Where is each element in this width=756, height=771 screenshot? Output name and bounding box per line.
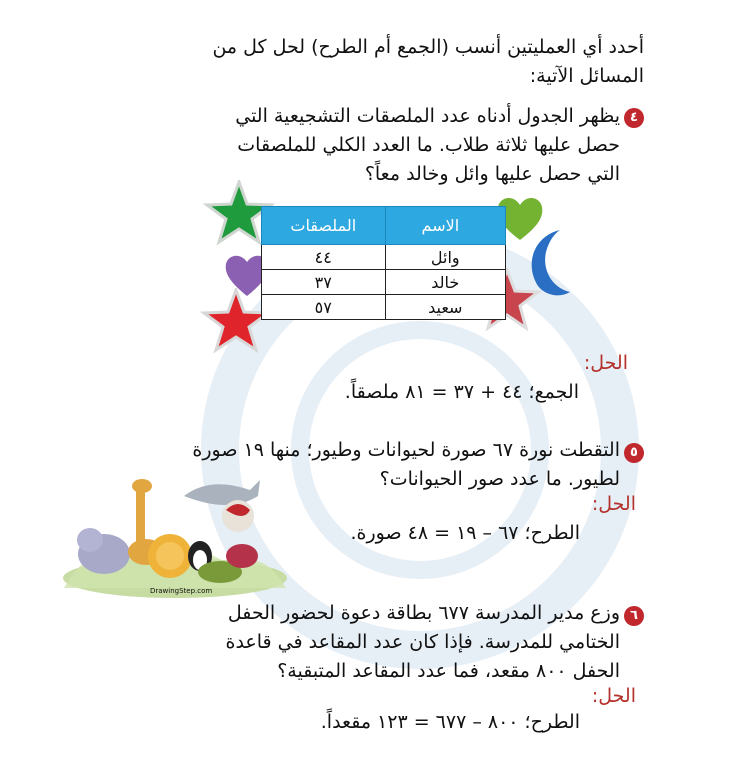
q5-line-2: لطيور. ما عدد صور الحيوانات؟ <box>379 468 620 490</box>
q4-line-3: التي حصل عليها وائل وخالد معاً؟ <box>364 163 620 185</box>
animals-illustration <box>60 470 290 598</box>
q6-line-2: الختامي للمدرسة. فإذا كان عدد المقاعد في قاعدة <box>225 631 620 653</box>
image-credit: DrawingStep.com <box>150 587 213 595</box>
q6-line-1: وزع مدير المدرسة ٦٧٧ بطاقة دعوة لحضور الحفل <box>227 602 620 624</box>
table-row <box>262 245 506 270</box>
q4-solution-label: الحل: <box>583 352 628 374</box>
q4-line-1: يظهر الجدول أدناه عدد الملصقات التشجيعية التي <box>235 105 620 127</box>
table-header-name: الاسم <box>385 207 505 245</box>
q5-solution-label: الحل: <box>591 493 636 515</box>
stickers-table <box>261 206 506 320</box>
table-cell-stickers: ٥٧ <box>262 295 386 320</box>
question-number-badge: ٦ <box>624 606 644 626</box>
question-number-badge: ٥ <box>624 443 644 463</box>
question-number-badge: ٤ <box>624 108 644 128</box>
q6-line-3: الحفل ٨٠٠ مقعد، فما عدد المقاعد المتبقية؟ <box>277 660 620 682</box>
q4-answer: الجمع؛ ٤٤ + ٣٧ = ٨١ ملصقاً. <box>344 381 579 403</box>
intro-line-2: المسائل الآتية: <box>529 65 644 87</box>
q5-line-1: التقطت نورة ٦٧ صورة لحيوانات وطيور؛ منها ١٩ صورة <box>192 439 620 461</box>
q6-solution-label: الحل: <box>591 685 636 707</box>
q5-answer: الطرح؛ ٦٧ – ١٩ = ٤٨ صورة. <box>350 522 580 544</box>
table-cell-stickers: ٣٧ <box>262 270 386 295</box>
table-cell-name: خالد <box>385 270 505 295</box>
table-header-stickers: الملصقات <box>262 207 386 245</box>
intro-line-1: أحدد أي العمليتين أنسب (الجمع أم الطرح) لحل كل من <box>212 36 644 58</box>
table-cell-stickers: ٤٤ <box>262 245 386 270</box>
table-row <box>262 270 506 295</box>
q4-line-2: حصل عليها ثلاثة طلاب. ما العدد الكلي للملصقات <box>237 134 620 156</box>
table-cell-name: وائل <box>385 245 505 270</box>
q6-answer: الطرح؛ ٨٠٠ – ٦٧٧ = ١٢٣ مقعداً. <box>320 711 580 733</box>
table-row <box>262 295 506 320</box>
table-cell-name: سعيد <box>385 295 505 320</box>
